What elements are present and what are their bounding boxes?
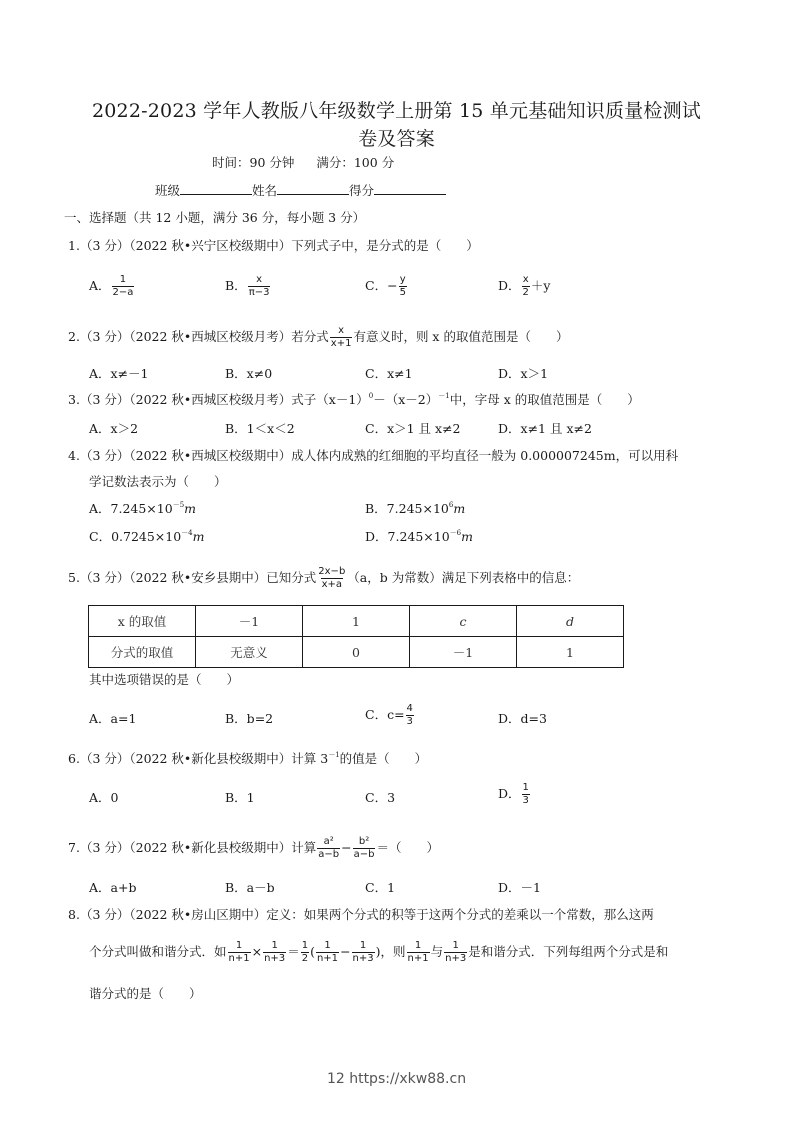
document-title-line2: 卷及答案 [358, 128, 435, 150]
fraction: $\frac{1}{n+1}$ [228, 940, 250, 964]
value-table [88, 605, 624, 668]
document-title-line1: 2022-2023 学年人教版八年级数学上册第 15 单元基础知识质量检测试 [91, 100, 702, 122]
exam-info [212, 153, 394, 171]
q7-option-d[interactable]: D．－1 [498, 880, 541, 895]
question-4-line2: 学记数法表示为（ ） [89, 474, 227, 489]
q1-option-d[interactable]: D． $\frac{x}{2}$ ＋y [498, 274, 551, 298]
fraction: $\frac{1}{2-a}$ [112, 274, 134, 298]
q6-option-d[interactable]: D． $\frac{1}{3}$ [498, 782, 529, 806]
q5-option-d[interactable]: D．d=3 [498, 711, 547, 726]
question-8-line3: 谐分式的是（ ） [89, 986, 202, 1001]
score-label: 得分 [349, 183, 375, 198]
question-3: 3.（3 分）（2022 秋•西城区校级月考）式子$(x-1)^0-(x-2)^{-1}$中，字母 x 的取值范围是（ ） [68, 392, 640, 407]
exam-full-score: 满分：100 分 [316, 155, 395, 170]
q7-option-c[interactable]: C．1 [365, 880, 396, 895]
fraction: $\frac{1}{n+1}$ [316, 940, 339, 964]
class-label: 班级 [155, 183, 181, 198]
table-cell: －1 [196, 606, 303, 637]
table-cell: －1 [410, 637, 517, 668]
student-fields [155, 181, 446, 199]
fraction: $\frac{4}{3}$ [406, 703, 413, 727]
q2-option-c[interactable]: C．x≠1 [365, 366, 413, 381]
q4-option-b[interactable]: B．$7.245\times 10^6m$ [365, 501, 466, 516]
fraction: $\frac{1}{n+3}$ [445, 940, 467, 964]
q6-option-b[interactable]: B．1 [225, 790, 255, 805]
question-1 [68, 236, 479, 254]
q2-option-a[interactable]: A．x≠－1 [89, 366, 149, 381]
page-footer: 12 https://xkw88.cn [326, 1071, 467, 1087]
q3-option-d[interactable]: D．x≠1 且 x≠2 [498, 421, 592, 436]
question-7: 7.（3 分）（2022 秋•新化县校级期中）计算 $\frac{\text{a²}}{a-b}$ − $\frac{\text{b²}}{a-b}$ ＝（ ） [68, 836, 439, 860]
table-cell: 1 [517, 637, 624, 668]
q1-option-c[interactable]: C．− $\frac{y}{5}$ [365, 274, 406, 298]
name-field[interactable] [277, 182, 349, 195]
q2-option-d[interactable]: D．x＞1 [498, 366, 549, 381]
table-cell: 分式的取值 [89, 637, 196, 668]
fraction: $\frac{1}{n+3}$ [264, 940, 286, 964]
q3-option-c[interactable]: C．x＞1 且 x≠2 [365, 421, 461, 436]
table-cell: x 的取值 [89, 606, 196, 637]
table-row [89, 637, 624, 668]
exam-time: 时间：90 分钟 [212, 155, 295, 170]
fraction: $\frac{x}{\pi-3}$ [248, 274, 270, 298]
q4-option-d[interactable]: D．$7.245\times 10^{-6}m$ [365, 529, 474, 544]
q2-option-b[interactable]: B．x≠0 [225, 366, 273, 381]
question-text: （3 分）（2022 秋•兴宁区校级期中）下列式子中，是分式的是（ ） [79, 238, 479, 253]
q4-option-c[interactable]: C．$0.7245\times 10^{-4}m$ [89, 529, 205, 544]
fraction: $\frac{y}{5}$ [399, 274, 406, 298]
name-label: 姓名 [252, 183, 278, 198]
q3-option-b[interactable]: B．1＜x＜2 [225, 421, 295, 436]
table-cell: 无意义 [196, 637, 303, 668]
q7-option-a[interactable]: A．a+b [89, 880, 137, 895]
question-6: 6.（3 分）（2022 秋•新化县校级期中）计算 $3^{-1}$的值是（ ） [68, 751, 428, 766]
fraction: $\frac{1}{n+1}$ [407, 940, 429, 964]
q5-option-c[interactable]: C．c= $\frac{4}{3}$ [365, 703, 413, 727]
question-8-line2: 个分式叫做和谐分式．如 $\frac{1}{n+1}$ × $\frac{1}{n+3}$ ＝ $\frac{1}{2}$ ( $\frac{1}{n+1}$ − $\frac{1}{n+3}$ )，则 $\frac{1}{n+1}$ 与 $\frac{1}{n+3}$ 是和谐分式．下列每组两个分式是和 [89, 940, 669, 964]
score-field[interactable] [374, 182, 446, 195]
table-row [89, 606, 624, 637]
q6-option-a[interactable]: A．0 [89, 790, 119, 805]
question-8: 8.（3 分）（2022 秋•房山区期中）定义：如果两个分式的积等于这两个分式的差乘以一个常数，那么这两 [68, 907, 654, 922]
table-cell: d [517, 606, 624, 637]
fraction: $\frac{x}{x+1}$ [330, 325, 352, 349]
q1-option-b[interactable]: B． $\frac{x}{\pi-3}$ [225, 274, 270, 298]
fraction: $\frac{x}{2}$ [522, 274, 529, 298]
q5-option-a[interactable]: A．a=1 [89, 711, 137, 726]
table-cell: 0 [303, 637, 410, 668]
question-5: 5.（3 分）（2022 秋•安乡县期中）已知分式 $\frac{2x-b}{x+a}$ （a，b 为常数）满足下列表格中的信息： [68, 566, 580, 590]
fraction: $\frac{\text{a²}}{a-b}$ [318, 836, 340, 860]
table-cell: 1 [303, 606, 410, 637]
q3-option-a[interactable]: A．x＞2 [89, 421, 139, 436]
fraction: $\frac{2x-b}{x+a}$ [318, 566, 346, 590]
question-4: 4.（3 分）（2022 秋•西城区校级期中）成人体内成熟的红细胞的平均直径一般为 0.000007245m，可以用科 [68, 448, 679, 463]
q4-option-a[interactable]: A．$7.245\times 10^{-5}m$ [89, 501, 197, 516]
q7-option-b[interactable]: B．a－b [225, 880, 275, 895]
class-field[interactable] [180, 182, 252, 195]
q6-option-c[interactable]: C．3 [365, 790, 396, 805]
question-5-follow: 其中选项错误的是（ ） [89, 672, 240, 687]
question-number: 1. [68, 238, 80, 253]
fraction: $\frac{\text{b²}}{a-b}$ [353, 836, 375, 860]
table-cell: c [410, 606, 517, 637]
fraction: $\frac{1}{2}$ [301, 940, 309, 964]
fraction: $\frac{1}{n+3}$ [352, 940, 374, 964]
q5-option-b[interactable]: B．b=2 [225, 711, 274, 726]
q1-option-a[interactable]: A． $\frac{1}{2-a}$ [89, 274, 134, 298]
fraction: $\frac{1}{3}$ [522, 782, 529, 806]
question-2: 2.（3 分）（2022 秋•西城区校级月考）若分式 $\frac{x}{x+1}$ 有意义时，则 x 的取值范围是（ ） [68, 325, 569, 349]
section-heading: 一、选择题（共 12 小题，满分 36 分，每小题 3 分） [64, 210, 366, 225]
